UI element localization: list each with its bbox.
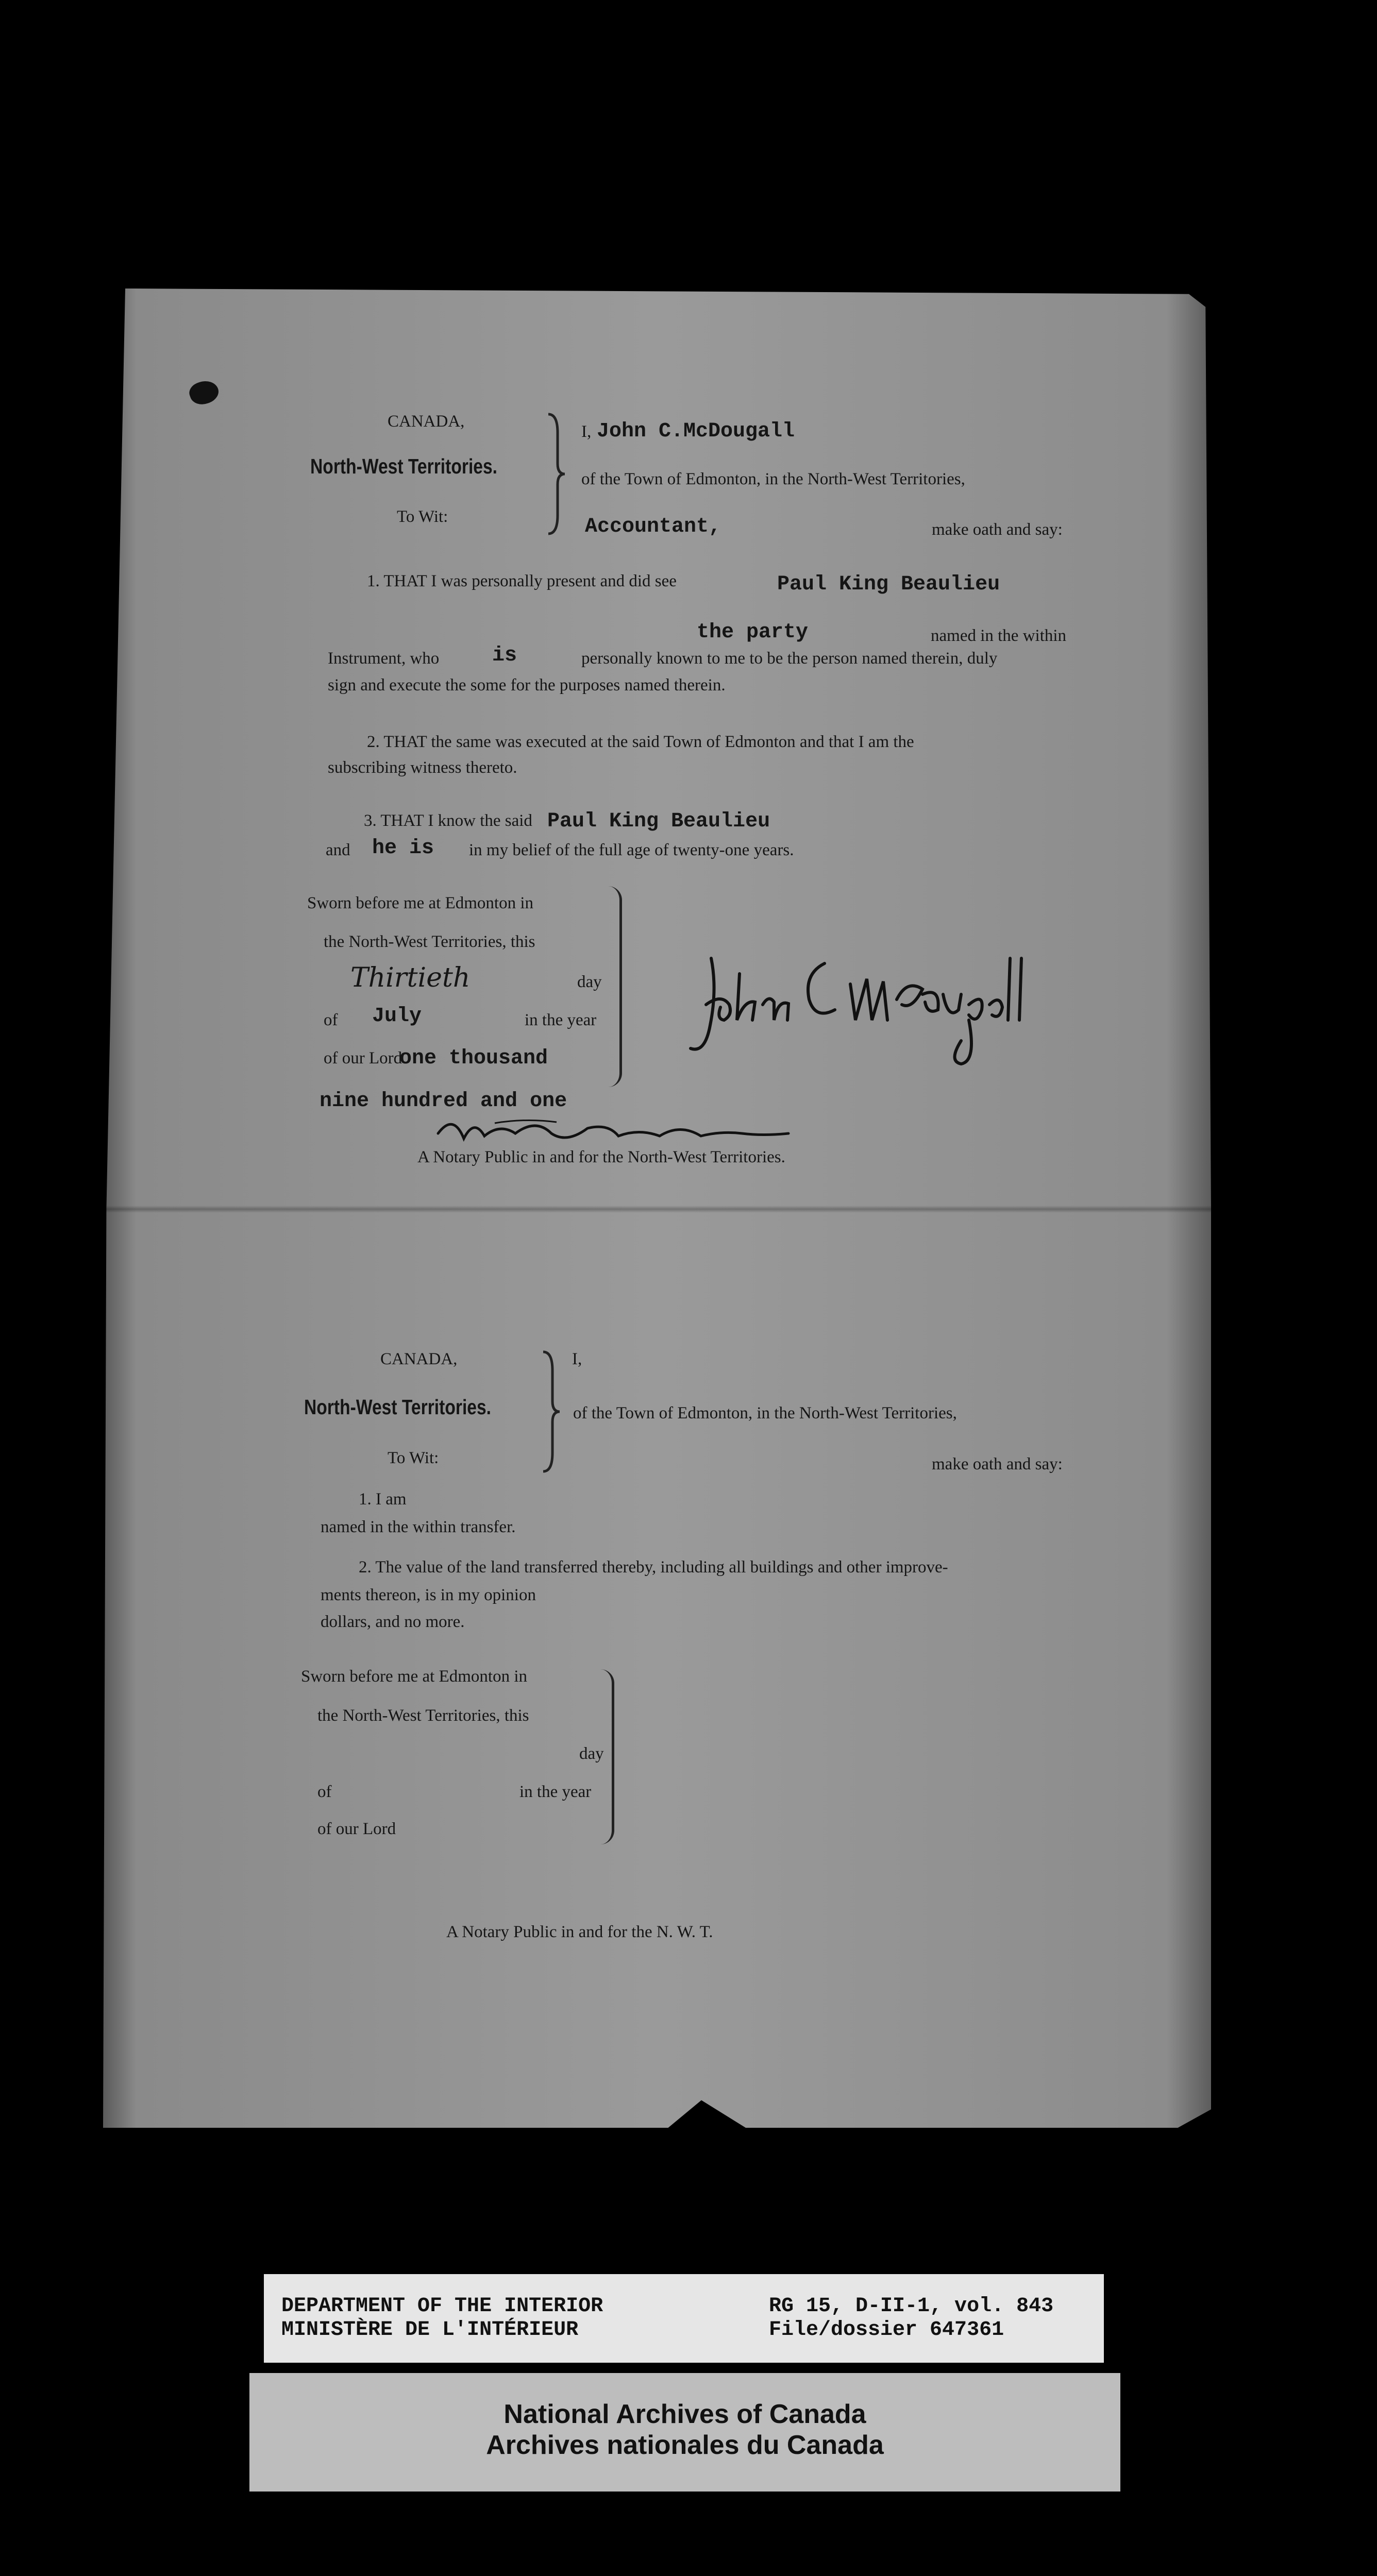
jurat-month: July [372,1005,422,1028]
value-jurat-territories: the North-West Territories, this [317,1706,529,1725]
value-jurisdiction-country: CANADA, [380,1350,458,1368]
party-role: the party [697,621,809,644]
dept-en: DEPARTMENT OF THE INTERIOR [281,2295,603,2318]
value-jurat-day: day [579,1744,604,1763]
jurat-year-part1: one thousand [399,1047,548,1070]
archive-ref: RG 15, D-II-1, vol. 843 [769,2295,1054,2318]
value-jurat-brace [600,1669,614,1844]
deponent-prefix: I, [581,422,592,441]
value-make-oath: make oath and say: [932,1455,1063,1473]
archive-file: File/dossier 647361 [769,2318,1004,2342]
jurat-of: of [324,1011,338,1029]
para3-line2-start: and [326,841,350,859]
deponent-signature [680,943,1041,1077]
residence: of the Town of Edmonton, in the North-West Territories, [581,470,965,488]
jurisdiction-brace [546,412,567,536]
value-residence: of the Town of Edmonton, in the North-West Territories, [573,1404,957,1422]
value-jurat-of: of [317,1783,332,1801]
value-notary: A Notary Public in and for the N. W. T. [446,1923,713,1941]
para1-is: is [492,644,517,667]
jurat-in-the-year: in the year [525,1011,597,1029]
para1-line3-start: Instrument, who [328,649,440,668]
occupation: Accountant, [585,515,721,538]
value-para2-line3: dollars, and no more. [321,1613,465,1631]
make-oath: make oath and say: [932,520,1063,539]
para3-name: Paul King Beaulieu [547,810,770,833]
para2-line1: 2. THAT the same was executed at the said Town of Edmonton and that I am the [367,733,914,751]
value-jurisdiction-territory: North-West Territories. [304,1395,492,1419]
para3-line2-end: in my belief of the full age of twenty-one years. [469,841,794,859]
value-jurat-of-our-lord: of our Lord [317,1820,396,1838]
jurat-territories: the North-West Territories, this [324,933,535,951]
value-para2-line2: ments thereon, is in my opinion [321,1586,536,1604]
value-para1-line2: named in the within transfer. [321,1518,516,1536]
archive-reference-label [264,2274,1104,2363]
jurat-of-our-lord: of our Lord [324,1049,402,1067]
value-jurisdiction-brace [541,1350,562,1473]
para2-line2: subscribing witness thereto. [328,758,517,777]
deponent-name: John C.McDougall [597,420,795,443]
archives-fr: Archives nationales du Canada [486,2430,884,2460]
party-name: Paul King Beaulieu [777,573,1000,596]
value-para1-line1: 1. I am [359,1490,407,1509]
jurat-day: day [577,973,602,991]
value-to-wit: To Wit: [388,1449,439,1467]
jurat-brace [608,886,622,1087]
dept-fr: MINISTÈRE DE L'INTÉRIEUR [281,2318,579,2342]
para1-line3-end: personally known to me to be the person named therein, duly [581,649,998,668]
para1-line4: sign and execute the some for the purposes named therein. [328,676,726,694]
archives-en: National Archives of Canada [503,2399,866,2429]
para3-line1: 3. THAT I know the said [364,811,532,830]
value-jurat-in-the-year: in the year [519,1783,592,1801]
paper-fold [103,1206,1211,1213]
para1-line1: 1. THAT I was personally present and did see [367,572,677,590]
jurisdiction-territory: North-West Territories. [310,454,498,478]
value-para2-line1: 2. The value of the land transferred thereby, including all buildings and other improve- [359,1558,948,1577]
jurat-sworn: Sworn before me at Edmonton in [307,894,533,912]
national-archives-label [249,2373,1120,2492]
value-jurat-sworn: Sworn before me at Edmonton in [301,1667,527,1686]
para3-he-is: he is [372,837,434,860]
named-within: named in the within [931,626,1067,645]
jurat-day-value: Thirtieth [350,962,471,993]
value-deponent-prefix: I, [572,1350,582,1368]
jurat-notary: A Notary Public in and for the North-West Territories. [417,1148,785,1166]
jurisdiction-country: CANADA, [388,412,465,431]
jurat-year-part2: nine hundred and one [320,1090,567,1113]
to-wit: To Wit: [397,507,448,526]
